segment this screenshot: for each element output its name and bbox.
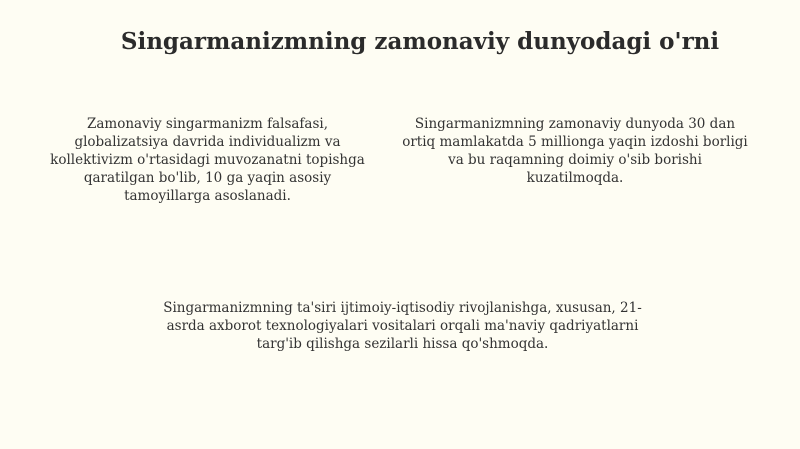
slide-title: Singarmanizmning zamonaviy dunyodagi o'rni [120,28,720,55]
paragraph-impact: Singarmanizmning ta'siri ijtimoiy-iqtisodiy rivojlanishga, xususan, 21-asrda axborot texnologiyalari vositalari orqali ma'naviy qadriyatlarni targ'ib qilishga sezilarli hissa qo'shmoqda. [163,300,642,352]
paragraph-followers: Singarmanizmning zamonaviy dunyoda 30 dan ortiq mamlakatda 5 millionga yaqin izdoshi borligi va bu raqamning doimiy o'sib borishi kuzatilmoqda. [402,116,748,186]
paragraph-philosophy: Zamonaviy singarmanizm falsafasi, globalizatsiya davrida individualizm va kollektivizm o'rtasidagi muvozanatni topishga qaratilgan bo'lib, 10 ga yaqin asosiy tamoyillarga asoslanadi. [50,116,365,204]
